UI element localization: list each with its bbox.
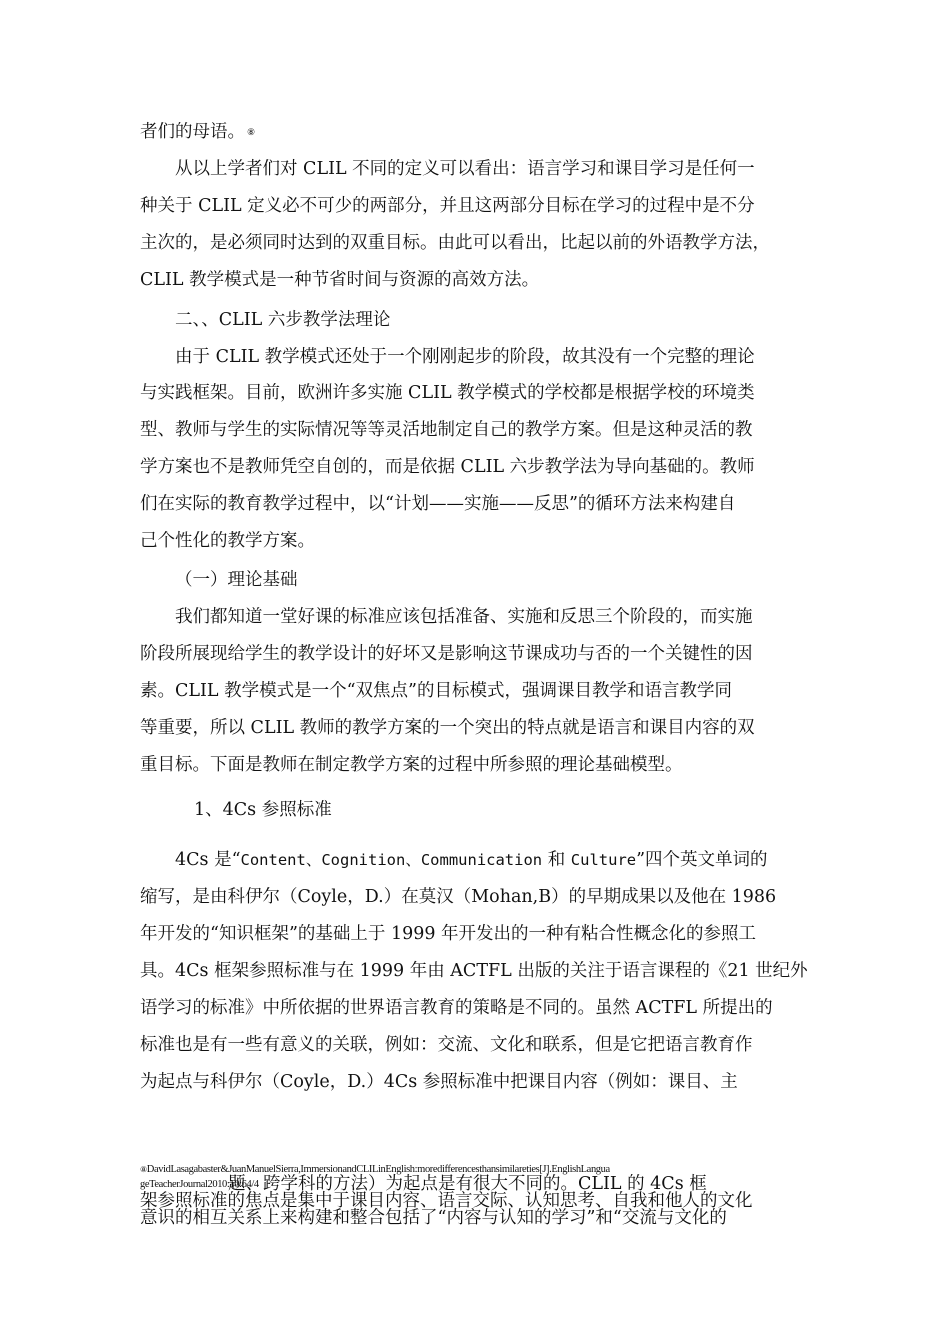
paragraph-line: 为起点与科伊尔（Coyle，D.）4Cs 参照标准中把课目内容（例如：课目、主 (140, 1072, 738, 1092)
paragraph-line: 学方案也不是教师凭空自创的，而是依据 CLIL 六步教学法为导向基础的。教师 (140, 457, 755, 477)
paragraph-line: 与实践框架。目前，欧洲许多实施 CLIL 教学模式的学校都是根据学校的环境类 (140, 383, 755, 403)
paragraph-line: 素。CLIL 教学模式是一个“双焦点”的目标模式，强调课目教学和语言教学同 (140, 681, 732, 701)
paragraph-line: 阶段所展现给学生的教学设计的好坏又是影响这节课成功与否的一个关键性的因 (140, 644, 753, 664)
paragraph-line: 型、教师与学生的实际情况等等灵活地制定自己的教学方案。但是这种灵活的教 (140, 420, 753, 440)
subsection-heading: 1、4Cs 参照标准 (194, 800, 332, 820)
paragraph-line: 年开发的“知识框架”的基础上于 1999 年开发出的一种有粘合性概念化的参照工 (140, 924, 757, 944)
paragraph-line: 种关于 CLIL 定义必不可少的两部分，并且这两部分目标在学习的过程中是不分 (140, 196, 755, 216)
overflow-text-line: 意识的相互关系上来构建和整合包括了“内容与认知的学习”和“交流与文化的 (140, 1208, 727, 1228)
paragraph-line: 等重要，所以 CLIL 教师的教学方案的一个突出的特点就是语言和课目内容的双 (140, 718, 755, 738)
paragraph-line: 己个性化的教学方案。 (140, 531, 315, 551)
paragraph-line: 4Cs 是“Content、Cognition、Communication 和 Culture”四个英文单词的 (175, 850, 768, 870)
footnote-mark: ⑧ (140, 1165, 147, 1174)
paragraph-line: 缩写，是由科伊尔（Coyle，D.）在莫汉（Mohan,B）的早期成果以及他在 1986 (140, 887, 777, 907)
paragraph-line: 我们都知道一堂好课的标准应该包括准备、实施和反思三个阶段的，而实施 (175, 607, 753, 627)
paragraph-line: 主次的，是必须同时达到的双重目标。由此可以看出，比起以前的外语教学方法， (140, 233, 770, 253)
section-heading: 二、、CLIL 六步教学法理论 (175, 310, 391, 330)
paragraph-line: 具。4Cs 框架参照标准与在 1999 年由 ACTFL 出版的关注于语言课程的《21 世纪外 (140, 961, 808, 981)
paragraph-line: CLIL 教学模式是一种节省时间与资源的高效方法。 (140, 270, 540, 290)
paragraph-line: 从以上学者们对 CLIL 不同的定义可以看出：语言学习和课目学习是任何一 (175, 159, 755, 179)
paragraph-line: 重目标。下面是教师在制定教学方案的过程中所参照的理论基础模型。 (140, 755, 683, 775)
paragraph-line: 由于 CLIL 教学模式还处于一个刚刚起步的阶段，故其没有一个完整的理论 (175, 347, 755, 367)
paragraph-continuation: 者们的母语。 ⑧ (140, 122, 256, 142)
paragraph-line: 标准也是有一些有意义的关联，例如：交流、文化和联系，但是它把语言教育作 (140, 1035, 753, 1055)
paragraph-line: 们在实际的教育教学过程中，以“计划——实施——反思”的循环方法来构建自 (140, 494, 736, 514)
paragraph-line: 语学习的标准》中所依据的世界语言教育的策略是不同的。虽然 ACTFL 所提出的 (140, 998, 773, 1018)
overflow-text-line: 架参照标准的焦点是集中于课目内容、语言交际、认知思考、自我和他人的文化 (140, 1191, 753, 1211)
footnote-line: geTeacherJournal2010:10:64/4 (140, 1179, 259, 1190)
footnote-reference: ⑧ (247, 127, 256, 138)
overflow-text-line: 题、跨学科的方法）为起点是有很大不同的。CLIL 的 4Cs 框 (228, 1174, 707, 1194)
subsection-heading: （一）理论基础 (175, 570, 298, 590)
footnote: ⑧DavidLasagabaster&JuanManuelSierra,ImmersionandCLILinEnglish:moredifferencesthansimilareties[J].EnglishLangua (140, 1164, 610, 1175)
